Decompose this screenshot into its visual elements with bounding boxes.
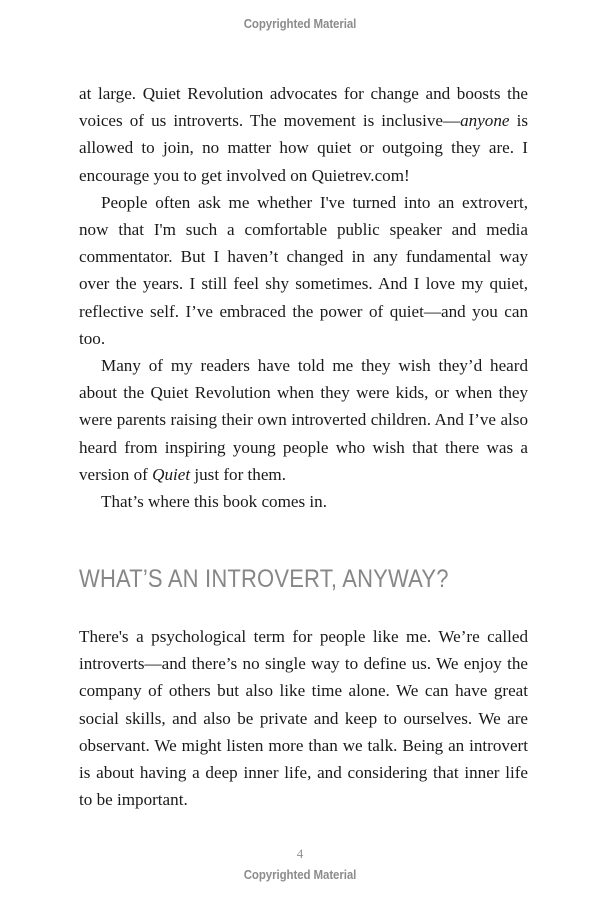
paragraph-continued: at large. Quiet Revolution advocates for change and boosts the voices of us introverts. The movement is inclusive—anyone is allowed to join, no matter how quiet or outgoing they are. I encourage you to get involved on Quietrev.com! bbox=[79, 84, 528, 185]
page-number: 4 bbox=[296, 846, 304, 861]
page-body-lower bbox=[79, 623, 528, 813]
watermark-top: Copyrighted Material bbox=[243, 17, 357, 31]
paragraph-psychological-term: There's a psychological term for people like me. We’re called introverts—and there’s no single way to define us. We enjoy the company of others but also like time alone. We can have great social skills, and also be private and keep to ourselves. We are observant. We might listen more than we talk. Being an introvert is about having a deep inner life, and considering that inner life to be important. bbox=[79, 627, 528, 810]
paragraph-thats-where: That’s where this book comes in. bbox=[101, 492, 327, 512]
section-heading: WHAT’S AN INTROVERT, ANYWAY? bbox=[79, 565, 449, 593]
paragraph-readers: Many of my readers have told me they wish they’d heard about the Quiet Revolution when they were kids, or when they were parents raising their own introverted children. And I’ve also heard from inspiring young people who wish that there was a version of Quiet just for them. bbox=[79, 356, 528, 484]
page-body-upper bbox=[79, 80, 528, 515]
watermark-bottom: Copyrighted Material bbox=[243, 868, 357, 882]
paragraph-extrovert: People often ask me whether I've turned into an extrovert, now that I'm such a comfortable public speaker and media commentator. But I haven’t changed in any fundamental way over the years. I still feel shy sometimes. And I love my quiet, reflective self. I’ve embraced the power of quiet—and you can too. bbox=[79, 192, 528, 348]
emphasized-text: anyone bbox=[460, 111, 510, 131]
emphasized-text: Quiet bbox=[152, 464, 191, 484]
